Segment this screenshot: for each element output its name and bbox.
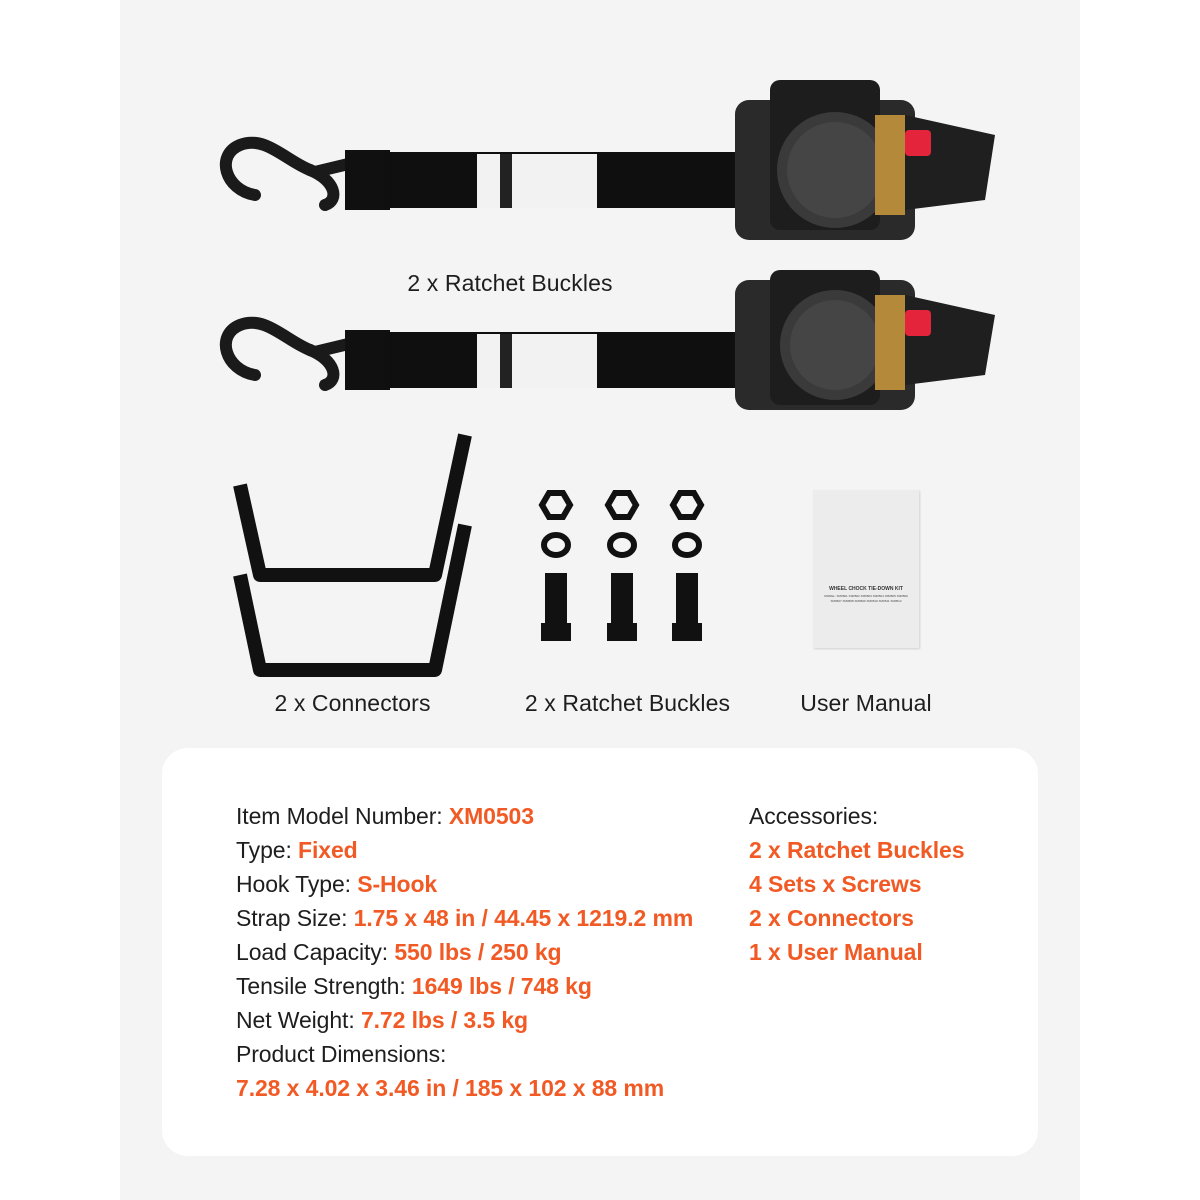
spec-type-label: Type: bbox=[236, 837, 299, 863]
spec-strap bbox=[236, 905, 693, 932]
specification-card bbox=[162, 748, 1038, 1156]
spec-strap-label: Strap Size: bbox=[236, 905, 354, 931]
spec-weight-value: 7.72 lbs / 3.5 kg bbox=[360, 1007, 528, 1033]
accessories-title: Accessories: bbox=[749, 803, 879, 829]
ratchet-strap-icon bbox=[215, 250, 1005, 410]
caption-ratchet-buckles-bottom: 2 x Ratchet Buckles bbox=[524, 690, 731, 716]
accessory-item: 2 x Ratchet Buckles bbox=[749, 837, 965, 863]
spec-hook-label: Hook Type: bbox=[236, 871, 358, 897]
spec-dimensions-label: Product Dimensions: bbox=[236, 1041, 447, 1067]
spec-type bbox=[236, 837, 358, 864]
manual-title: WHEEL CHOCK TIE-DOWN KIT bbox=[829, 586, 903, 592]
caption-ratchet-buckles-top: 2 x Ratchet Buckles bbox=[407, 270, 613, 296]
spec-model-value: XM0503 bbox=[448, 803, 534, 829]
spec-dimensions-value: 7.28 x 4.02 x 3.46 in / 185 x 102 x 88 mm bbox=[236, 1075, 665, 1101]
accessory-item: 1 x User Manual bbox=[749, 939, 923, 965]
caption-user-manual: User Manual bbox=[800, 690, 932, 716]
spec-load bbox=[236, 939, 562, 966]
spec-load-label: Load Capacity: bbox=[236, 939, 395, 965]
ratchet-strap-icon bbox=[215, 60, 1005, 240]
spec-weight-label: Net Weight: bbox=[236, 1007, 361, 1033]
manual-subtitle: MODEL: XM0501 XM0502 XM0503 XM0504 XM0505 XM0506 bbox=[824, 594, 908, 598]
spec-load-value: 550 lbs / 250 kg bbox=[394, 939, 562, 965]
spec-type-value: Fixed bbox=[298, 837, 358, 863]
caption-connectors: 2 x Connectors bbox=[274, 690, 431, 716]
user-manual-icon bbox=[813, 490, 919, 648]
manual-subtitle-2: XM0507 XM0508 XM0509 XM0510 XM0511 XM0512 bbox=[830, 599, 902, 603]
accessory-item: 2 x Connectors bbox=[749, 905, 914, 931]
spec-model-label: Item Model Number: bbox=[236, 803, 449, 829]
spec-tensile bbox=[236, 973, 592, 1000]
nut-washer-bolt-icon bbox=[535, 485, 720, 645]
accessory-item: 4 Sets x Screws bbox=[749, 871, 922, 897]
spec-tensile-value: 1649 lbs / 748 kg bbox=[411, 973, 592, 999]
spec-weight bbox=[236, 1007, 528, 1034]
connector-bracket-icon bbox=[225, 425, 480, 685]
spec-tensile-label: Tensile Strength: bbox=[236, 973, 412, 999]
spec-hook-value: S-Hook bbox=[357, 871, 438, 897]
spec-hook bbox=[236, 871, 437, 898]
spec-model bbox=[236, 803, 534, 830]
spec-strap-value: 1.75 x 48 in / 44.45 x 1219.2 mm bbox=[353, 905, 694, 931]
